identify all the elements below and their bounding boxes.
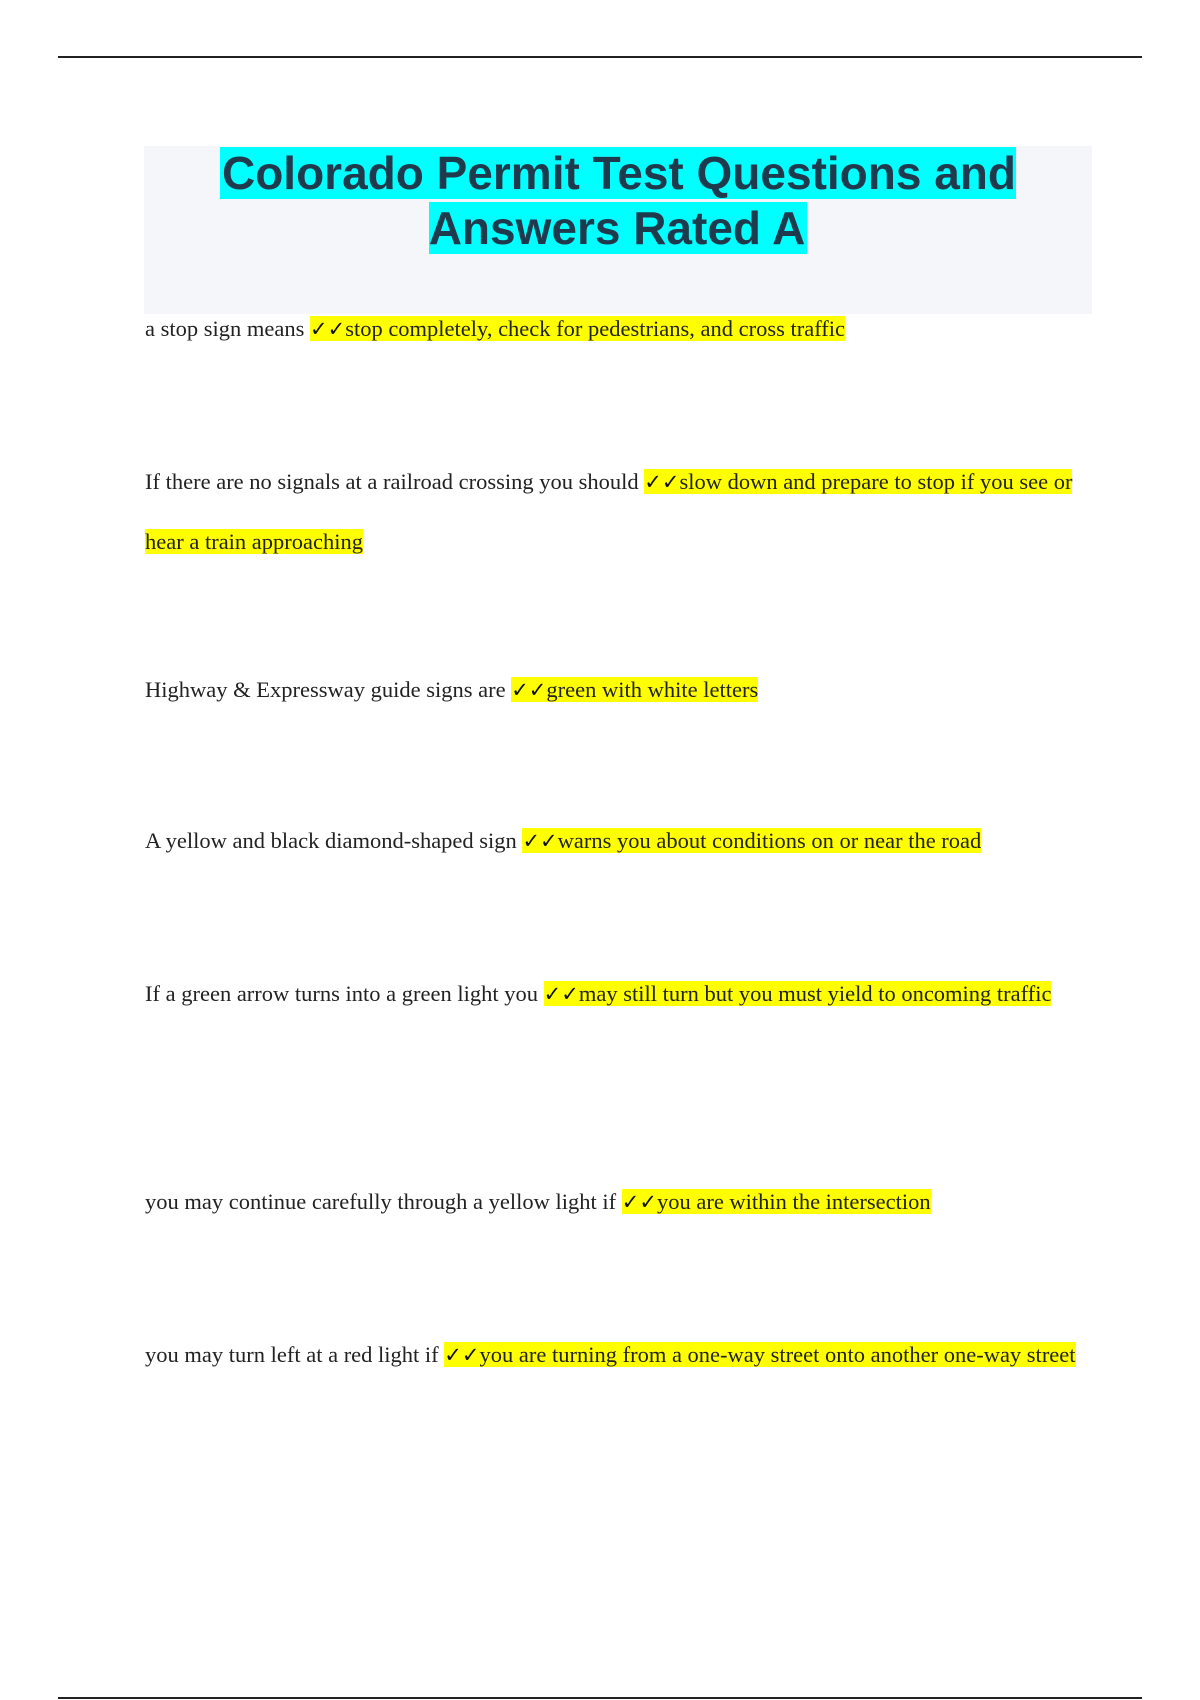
qa-item-6 <box>145 1172 1100 1232</box>
answer-highlight <box>544 981 1052 1006</box>
answer-text: you are turning from a one-way street onto another one-way street <box>479 1342 1076 1367</box>
top-rule <box>58 56 1142 58</box>
bottom-rule <box>58 1697 1142 1699</box>
qa-item-5 <box>145 964 1100 1024</box>
qa-item-1 <box>145 299 1100 359</box>
answer-highlight <box>622 1189 931 1214</box>
qa-item-3 <box>145 660 1100 720</box>
answer-text: warns you about conditions on or near the road <box>557 828 982 853</box>
question-text: If a green arrow turns into a green light you <box>145 981 538 1006</box>
answer-text: stop completely, check for pedestrians, and cross traffic <box>345 316 846 341</box>
answer-text: you are within the intersection <box>656 1189 931 1214</box>
answer-text: may still turn but you must yield to oncoming traffic <box>578 981 1052 1006</box>
answer-highlight <box>444 1342 1075 1367</box>
answer-text: slow down and prepare to stop if you see or hear a train approaching <box>145 469 1073 554</box>
question-text: Highway & Expressway guide signs are <box>145 677 506 702</box>
double-check-icon: ✓✓ <box>511 678 547 702</box>
question-text: If there are no signals at a railroad crossing you should <box>145 469 639 494</box>
qa-item-7 <box>145 1325 1100 1385</box>
answer-highlight <box>511 677 758 702</box>
double-check-icon: ✓✓ <box>621 1190 657 1214</box>
question-text: you may turn left at a red light if <box>145 1342 439 1367</box>
double-check-icon: ✓✓ <box>444 1343 480 1367</box>
answer-highlight <box>522 828 981 853</box>
double-check-icon: ✓✓ <box>644 470 680 494</box>
question-text: a stop sign means <box>145 316 305 341</box>
double-check-icon: ✓✓ <box>543 982 579 1006</box>
qa-item-2 <box>145 452 1100 572</box>
page-title <box>144 146 1092 256</box>
question-text: you may continue carefully through a yellow light if <box>145 1189 617 1214</box>
double-check-icon: ✓✓ <box>309 317 346 341</box>
question-text: A yellow and black diamond-shaped sign <box>145 828 517 853</box>
title-block <box>144 146 1092 314</box>
qa-item-4 <box>145 811 1100 871</box>
title-highlight: Colorado Permit Test Questions and Answers Rated A <box>221 147 1017 254</box>
answer-highlight <box>310 316 845 341</box>
double-check-icon: ✓✓ <box>522 829 558 853</box>
answer-text: green with white letters <box>546 677 759 702</box>
